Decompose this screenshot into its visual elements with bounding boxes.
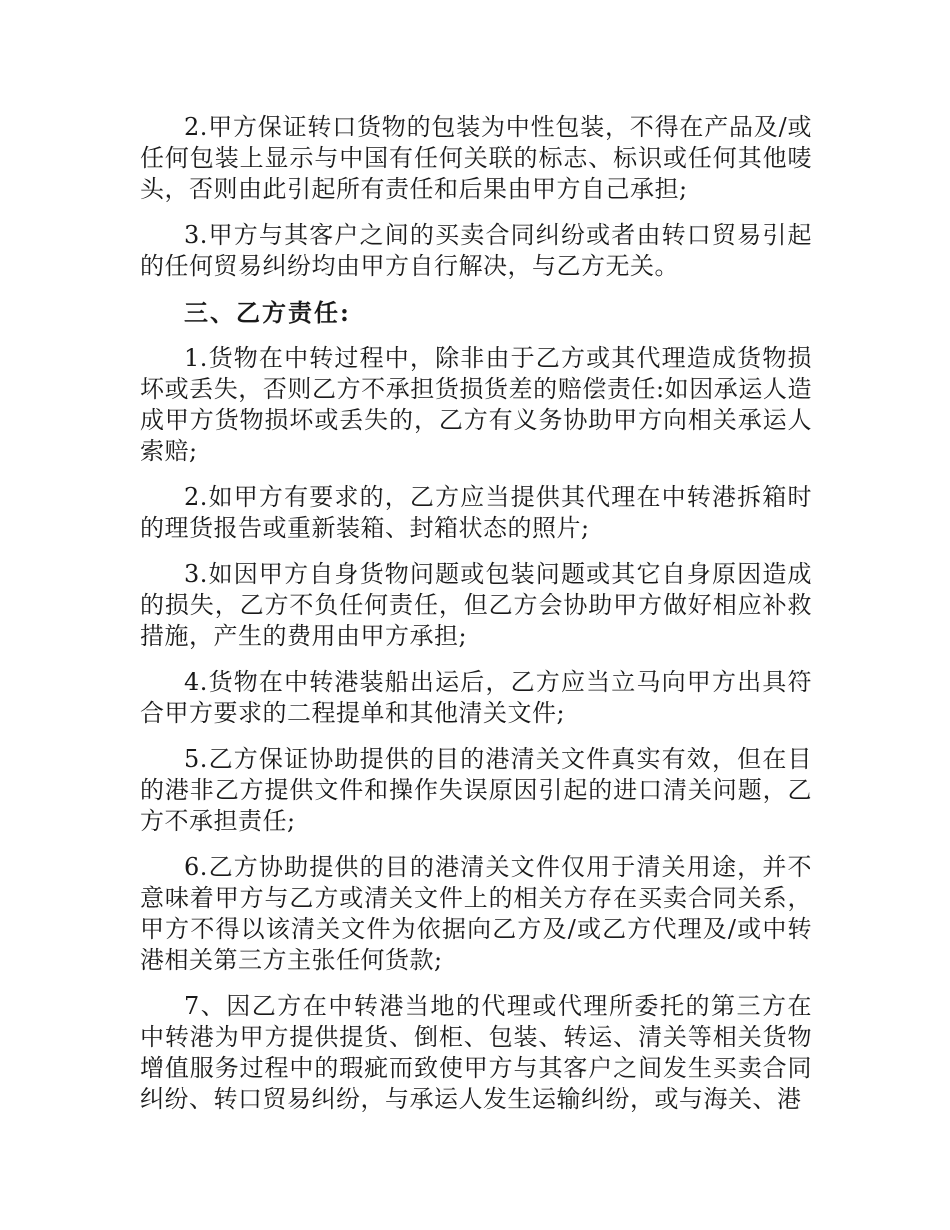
section-heading: 三、乙方责任: bbox=[184, 298, 351, 327]
clause-paragraph: 1.货物在中转过程中，除非由于乙方或其代理造成货物损坏或丢失，否则乙方不承担货损货差的赔偿责任:如因承运人造成甲方货物损坏或丢失的，乙方有义务协助甲方向相关承运人索赔; bbox=[140, 344, 812, 465]
document-body bbox=[140, 112, 812, 1130]
clause-paragraph: 5.乙方保证协助提供的目的港清关文件真实有效，但在目的港非乙方提供文件和操作失误原因引起的进口清关问题，乙方不承担责任; bbox=[140, 745, 812, 835]
clause-paragraph: 2.甲方保证转口货物的包装为中性包装，不得在产品及/或任何包装上显示与中国有任何关联的标志、标识或任何其他唛头，否则由此引起所有责任和后果由甲方自己承担; bbox=[140, 113, 812, 203]
clause-paragraph: 3.甲方与其客户之间的买卖合同纠纷或者由转口贸易引起的任何贸易纠纷均由甲方自行解决，与乙方无关。 bbox=[140, 221, 812, 280]
clause-paragraph: 3.如因甲方自身货物问题或包装问题或其它自身原因造成的损失，乙方不负任何责任，但乙方会协助甲方做好相应补救措施，产生的费用由甲方承担; bbox=[140, 560, 812, 650]
clause-paragraph: 7、因乙方在中转港当地的代理或代理所委托的第三方在中转港为甲方提供提货、倒柜、包装、转运、清关等相关货物增值服务过程中的瑕疵而致使甲方与其客户之间发生买卖合同纠纷、转口贸易纠纷，与承运人发生运输纠纷，或与海关、港 bbox=[140, 992, 812, 1113]
clause-paragraph: 2.如甲方有要求的，乙方应当提供其代理在中转港拆箱时的理货报告或重新装箱、封箱状态的照片; bbox=[140, 483, 812, 542]
clause-paragraph: 6.乙方协助提供的目的港清关文件仅用于清关用途，并不意味着甲方与乙方或清关文件上的相关方存在买卖合同关系，甲方不得以该清关文件为依据向乙方及/或乙方代理及/或中转港相关第三方主张任何货款; bbox=[140, 853, 812, 974]
clause-paragraph: 4.货物在中转港装船出运后，乙方应当立马向甲方出具符合甲方要求的二程提单和其他清关文件; bbox=[140, 668, 812, 727]
